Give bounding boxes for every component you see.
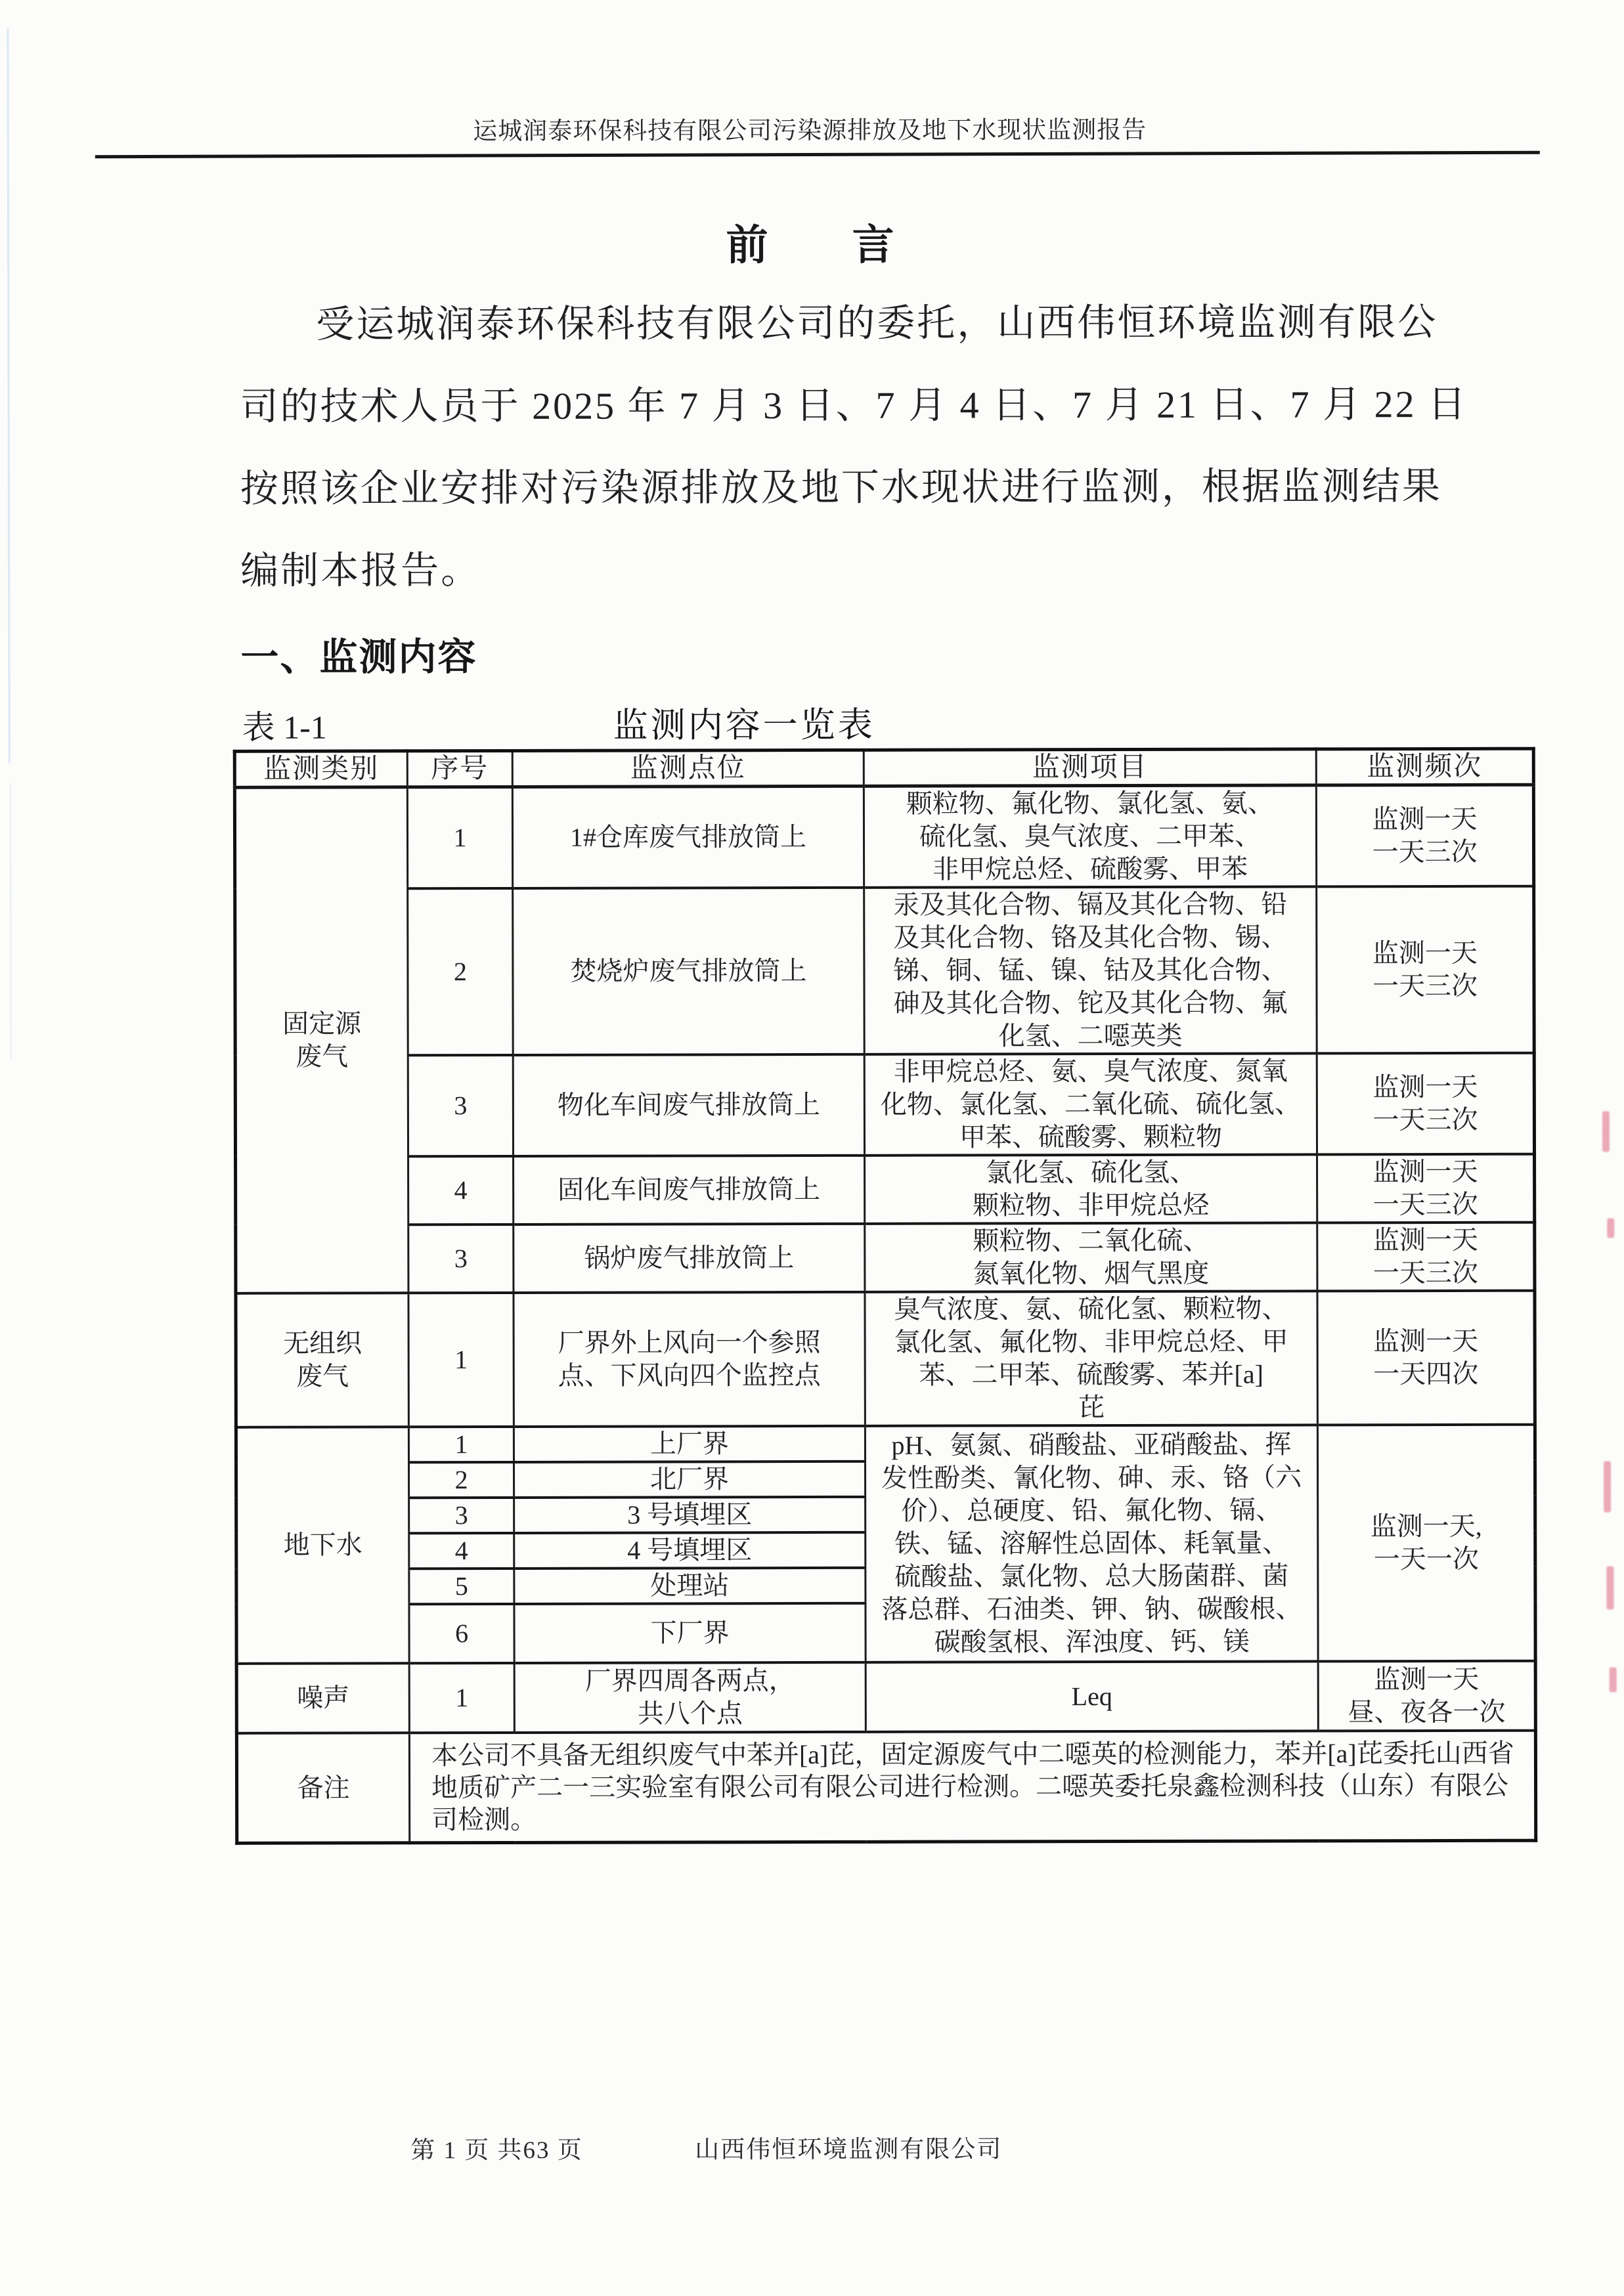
cell-point: 3 号填埋区 [514,1497,866,1533]
table-row [236,1154,1535,1225]
cell-category-fugitive: 无组织 废气 [236,1293,408,1427]
cell-no: 1 [408,1293,514,1427]
cell-frequency: 监测一天 昼、夜各一次 [1318,1661,1535,1731]
preface-line: 司的技术人员于 2025 年 7 月 3 日、7 月 4 日、7 月 21 日、7 月 22 日 [240,382,1468,428]
column-header-category: 监测类别 [234,751,407,788]
table-caption: 监测内容一览表 [613,706,875,745]
table-row [236,1291,1535,1427]
cell-no: 1 [407,787,512,888]
preface-line: 受运城润泰环保科技有限公司的委托，山西伟恒环境监测有限公 [316,301,1438,346]
scan-artifact-left-line [10,783,12,1059]
preface-line: 按照该企业安排对污染源排放及地下水现状进行监测，根据监测结果 [240,464,1442,510]
cell-items: 氯化氢、硫化氢、 颗粒物、非甲烷总烃 [865,1154,1317,1223]
table-row [236,1425,1535,1463]
cell-frequency: 监测一天 一天三次 [1317,1223,1535,1291]
table-header-row [234,748,1533,787]
table-row [235,886,1535,1056]
table-label: 表 1-1 [242,708,327,746]
cell-frequency: 监测一天, 一天一次 [1317,1425,1535,1662]
cell-no: 3 [408,1055,513,1156]
scan-artifact-red-mark [1610,1667,1617,1692]
cell-point: 锅炉废气排放筒上 [514,1224,865,1293]
cell-category-remark: 备注 [236,1733,409,1843]
preface-paragraph [240,281,1468,612]
cell-category-noise: 噪声 [236,1663,409,1733]
cell-no: 3 [409,1498,514,1533]
cell-no: 2 [408,888,514,1055]
cell-frequency: 监测一天 一天三次 [1317,1053,1534,1155]
cell-frequency: 监测一天 一天三次 [1316,785,1533,886]
cell-point: 厂界外上风向一个参照 点、下风向四个监控点 [514,1292,865,1427]
table-row [236,1223,1535,1293]
cell-items: 非甲烷总烃、氨、臭气浓度、氮氧 化物、氯化氢、二氧化硫、硫化氢、 甲苯、硫酸雾、颗粒物 [864,1053,1317,1155]
page-header: 运城润泰环保科技有限公司污染源排放及地下水现状监测报告 [473,116,1147,146]
cell-no: 1 [409,1663,514,1733]
cell-frequency: 监测一天 一天四次 [1317,1291,1535,1425]
footer-page-number: 第 1 页 共63 页 [410,2136,583,2165]
table-row [234,785,1533,889]
cell-point: 物化车间废气排放筒上 [513,1054,864,1156]
cell-point: 焚烧炉废气排放筒上 [513,888,865,1055]
cell-point: 厂界四周各两点， 共八个点 [514,1662,866,1733]
column-header-no: 序号 [407,750,512,787]
cell-point: 4 号填埋区 [514,1532,866,1569]
cell-items: 颗粒物、二氧化硫、 氮氧化物、烟气黑度 [865,1223,1317,1291]
scan-artifact-red-mark [1606,1566,1613,1609]
table-row [236,1661,1535,1733]
cell-no: 1 [408,1427,514,1462]
cell-point: 1#仓库废气排放筒上 [512,786,864,888]
cell-category-groundwater: 地下水 [236,1427,409,1664]
column-header-frequency: 监测频次 [1316,748,1533,785]
cell-remark-text: 本公司不具备无组织废气中苯并[a]芘，固定源废气中二噁英的检测能力，苯并[a]芘委托山西省地质矿产二一三实验室有限公司有限公司进行检测。二噁英委托泉鑫检测科技（山东）有限公司检测。 [409,1731,1535,1843]
column-header-items: 监测项目 [864,749,1316,786]
cell-items: pH、氨氮、硝酸盐、亚硝酸盐、挥 发性酚类、氰化物、砷、汞、铬（六 价）、总硬度、铅、氟化物、镉、 铁、锰、溶解性总固体、耗氧量、 硫酸盐、氯化物、总大肠菌群、菌 落总群、石油类、钾、钠、碳酸根、 碳酸氢根、浑浊度、钙、镁 [865,1425,1318,1662]
cell-point: 固化车间废气排放筒上 [514,1156,865,1224]
preface-line: 编制本报告。 [240,549,481,592]
column-header-point: 监测点位 [512,750,864,787]
cell-items: 颗粒物、氟化物、氯化氢、氨、 硫化氢、臭气浓度、二甲苯、 非甲烷总烃、硫酸雾、甲苯 [864,785,1316,888]
section-heading: 一、监测内容 [240,636,477,679]
cell-no: 6 [409,1604,514,1663]
cell-items: Leq [866,1661,1318,1731]
scan-artifact-red-mark [1602,1111,1610,1152]
cell-point: 北厂界 [514,1462,866,1498]
cell-point: 处理站 [514,1568,866,1604]
cell-frequency: 监测一天 一天三次 [1317,1154,1535,1223]
cell-no: 4 [409,1533,514,1569]
cell-frequency: 监测一天 一天三次 [1317,886,1535,1054]
scan-artifact-red-mark [1607,1218,1614,1238]
doc-title: 前 言 [726,221,894,269]
cell-no: 5 [409,1569,514,1604]
header-rule-line [95,151,1540,159]
monitoring-table [233,747,1537,1845]
cell-no: 4 [408,1156,514,1224]
cell-point: 上厂界 [514,1426,865,1462]
cell-no: 3 [408,1224,514,1293]
scan-artifact-red-mark [1604,1461,1611,1512]
cell-no: 2 [409,1462,514,1498]
table-row [235,1053,1534,1157]
cell-items: 臭气浓度、氨、硫化氢、颗粒物、 氯化氢、氟化物、非甲烷总烃、甲 苯、二甲苯、硫酸雾、苯并[a] 芘 [865,1291,1317,1425]
cell-items: 汞及其化合物、镉及其化合物、铅 及其化合物、铬及其化合物、锡、 锑、铜、锰、镍、钴及其化合物、 砷及其化合物、铊及其化合物、氟 化氢、二噁英类 [864,886,1317,1054]
table-row [236,1731,1535,1844]
cell-category-fixed-source: 固定源 废气 [234,787,408,1293]
footer-company-name: 山西伟恒环境监测有限公司 [695,2136,1003,2164]
cell-point: 下厂界 [514,1603,866,1663]
